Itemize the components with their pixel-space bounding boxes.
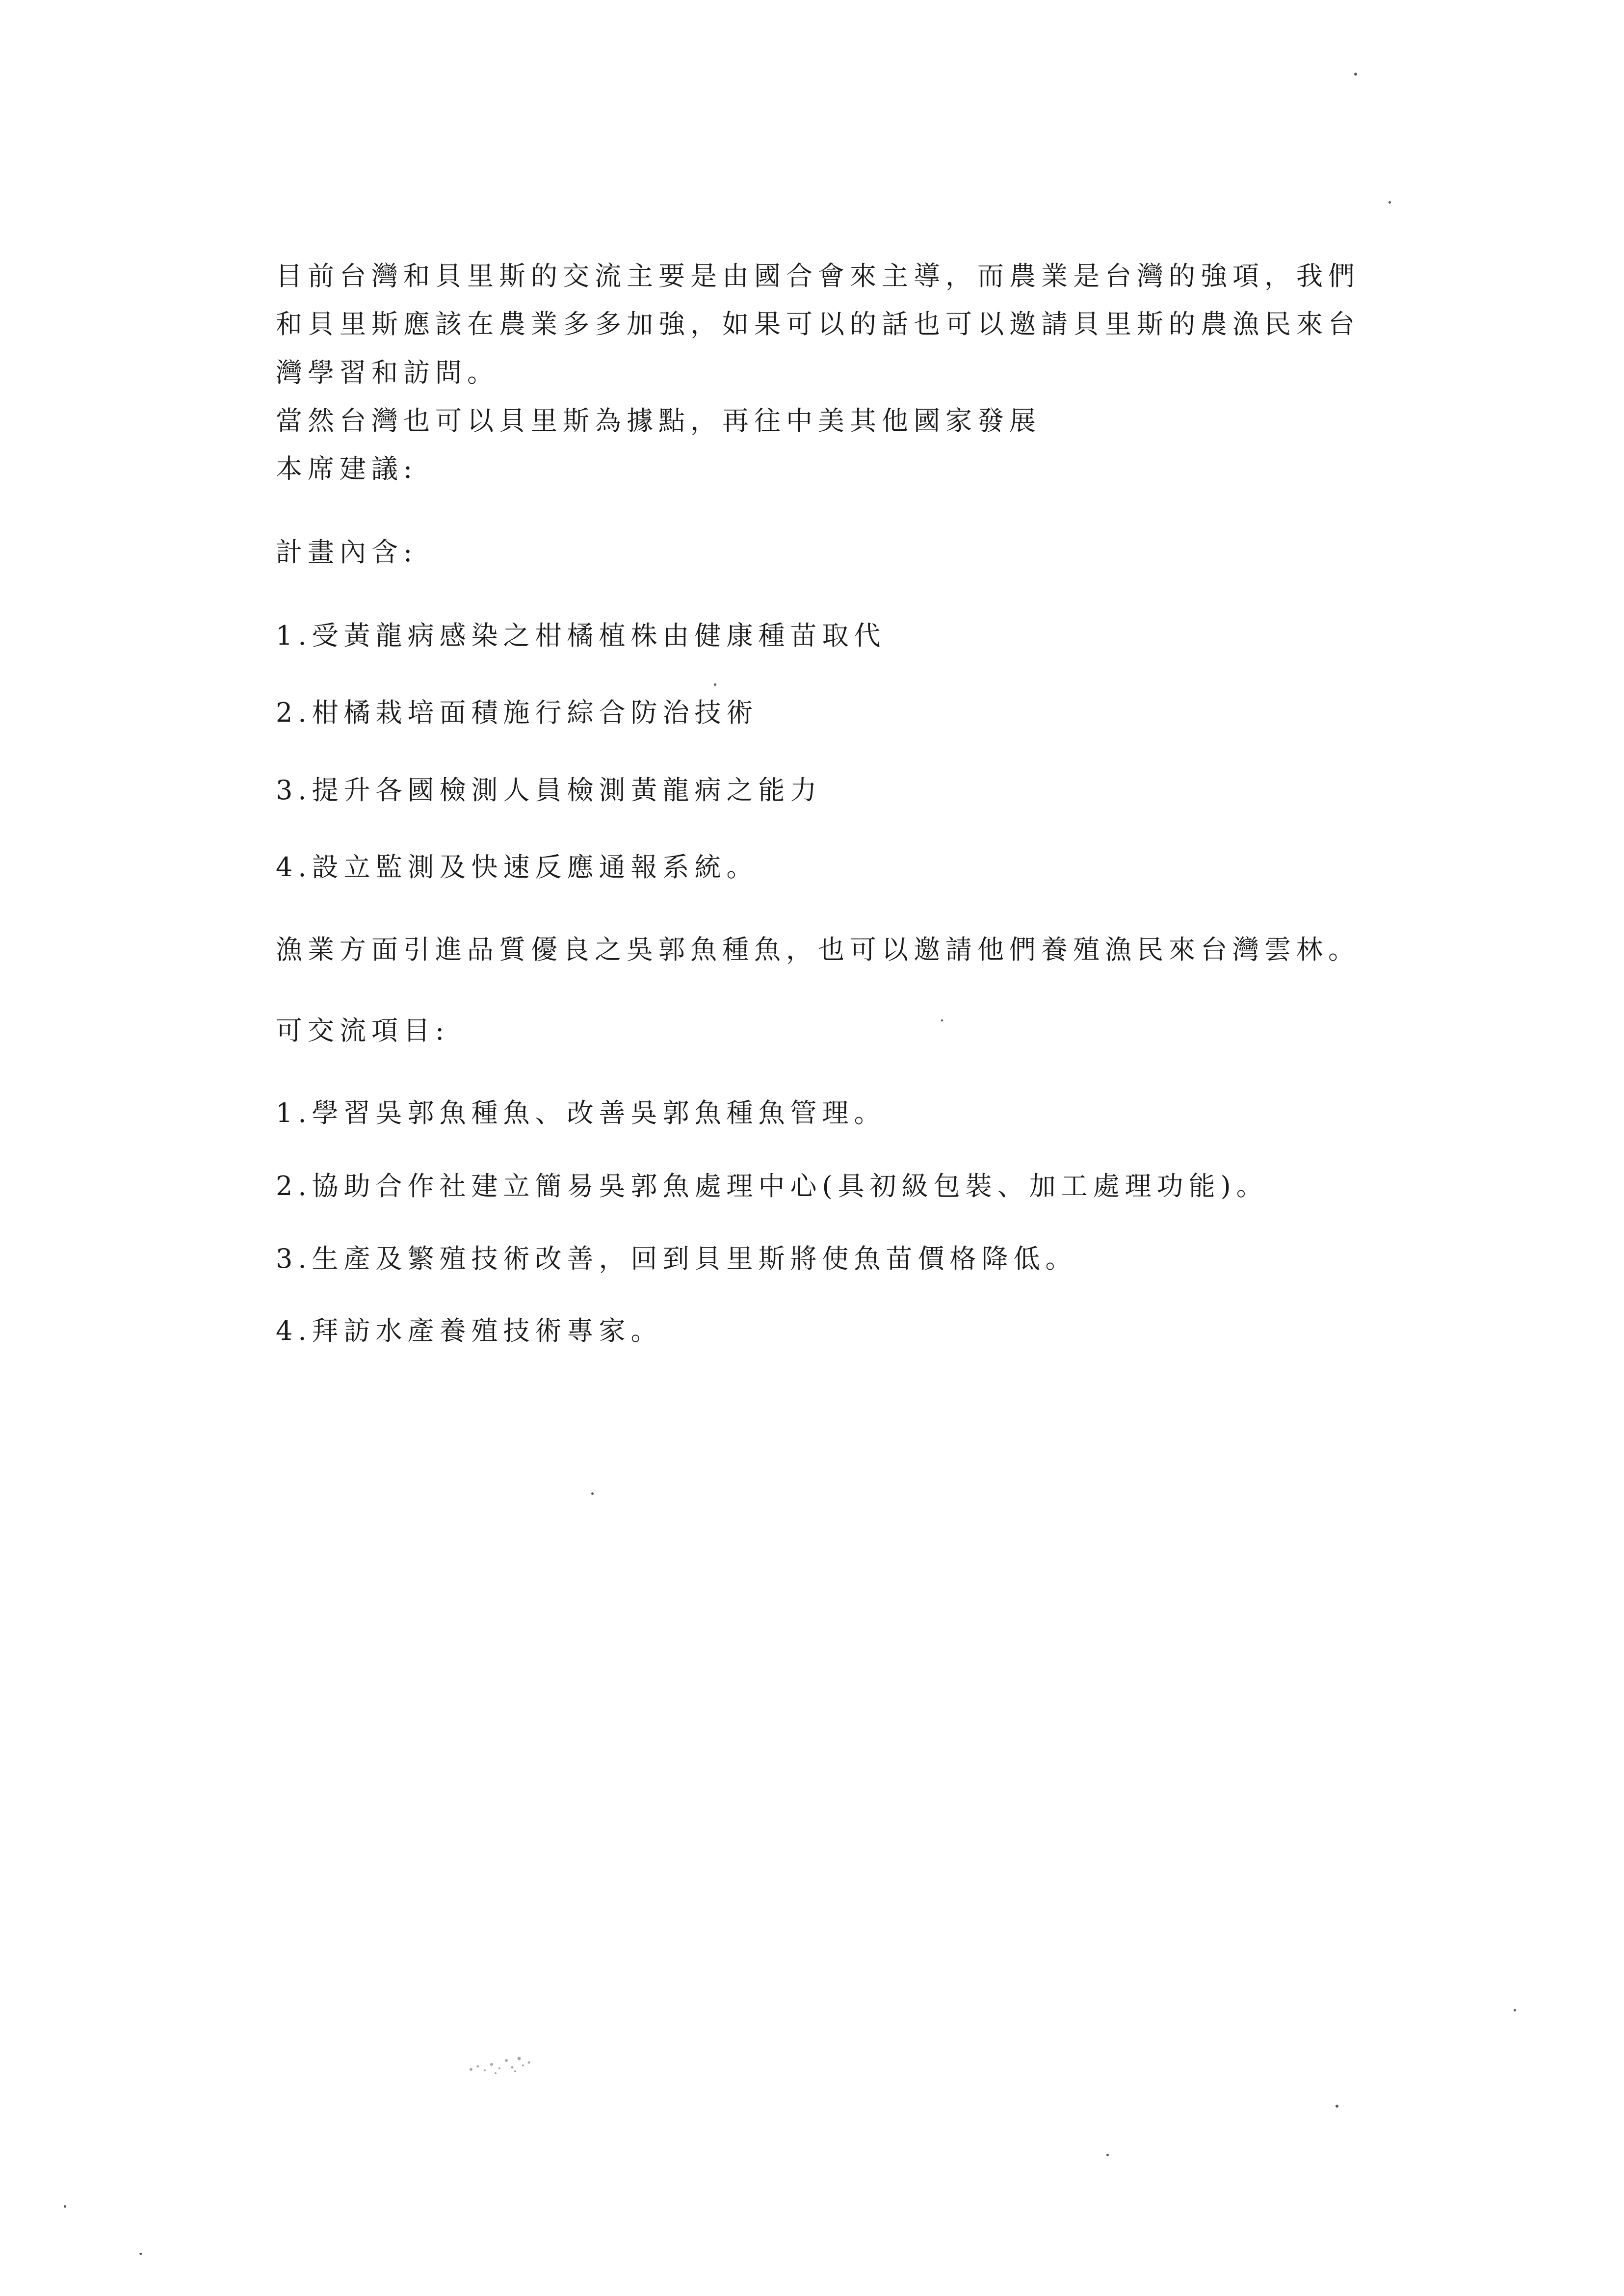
exchange-item: 1.學習吳郭魚種魚、改善吳郭魚種魚管理。 — [276, 1097, 886, 1128]
scan-speck — [941, 1019, 943, 1021]
scan-speck — [1388, 201, 1391, 204]
exchange-item: 2.協助合作社建立簡易吳郭魚處理中心(具初級包裝、加工處理功能)。 — [276, 1171, 1268, 1201]
recommendation-heading: 本席建議: — [276, 453, 418, 484]
plan-item: 4.設立監測及快速反應通報系統。 — [276, 852, 759, 883]
scan-smudge — [461, 2046, 540, 2080]
exchange-item: 3.生產及繁殖技術改善，回到貝里斯將使魚苗價格降低。 — [276, 1243, 1077, 1274]
plan-heading: 計畫內含: — [276, 537, 418, 568]
plan-item: 3.提升各國檢測人員檢測黃龍病之能力 — [276, 775, 822, 806]
exchange-heading: 可交流項目: — [276, 1015, 450, 1046]
intro-line-4: 當然台灣也可以貝里斯為據點，再往中美其他國家發展 — [276, 405, 1041, 436]
exchange-item: 4.拜訪水產養殖技術專家。 — [276, 1315, 663, 1346]
scan-speck — [1514, 2009, 1516, 2011]
intro-line-1: 目前台灣和貝里斯的交流主要是由國合會來主導，而農業是台灣的強項，我們 — [276, 261, 1360, 291]
scan-speck — [139, 2253, 142, 2255]
plan-item: 2.柑橘栽培面積施行綜合防治技術 — [276, 697, 759, 728]
scan-speck — [64, 2205, 66, 2208]
scan-speck — [591, 1492, 594, 1495]
scan-speck — [714, 683, 716, 686]
fishery-paragraph: 漁業方面引進品質優良之吳郭魚種魚，也可以邀請他們養殖漁民來台灣雲林。 — [276, 934, 1360, 965]
intro-line-2: 和貝里斯應該在農業多多加強，如果可以的話也可以邀請貝里斯的農漁民來台 — [276, 309, 1360, 339]
plan-item: 1.受黃龍病感染之柑橘植株由健康種苗取代 — [276, 620, 886, 651]
scan-speck — [1106, 2154, 1109, 2156]
scan-speck — [1336, 2105, 1338, 2108]
scan-speck — [1354, 73, 1357, 76]
intro-line-3: 灣學習和訪問。 — [276, 357, 499, 388]
